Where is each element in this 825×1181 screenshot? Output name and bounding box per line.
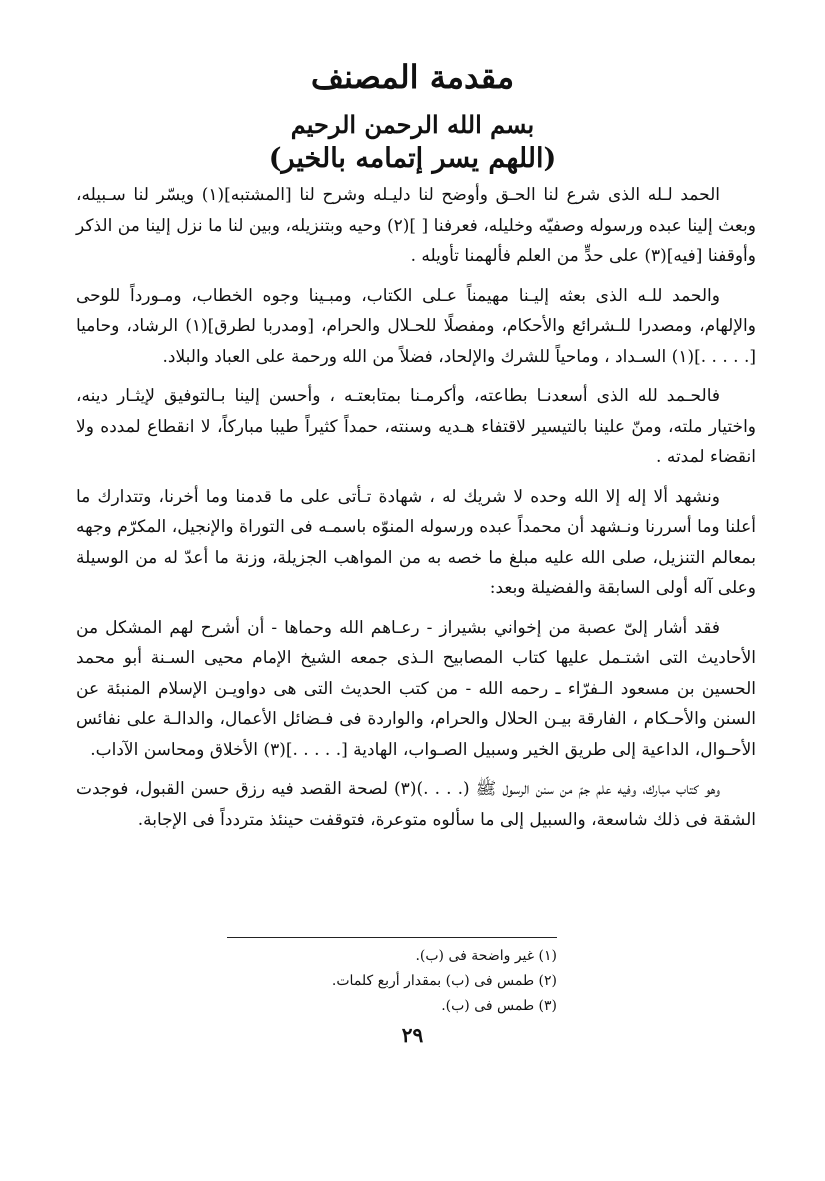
paragraph: فالحـمد لله الذى أسعدنـا بطاعته، وأكرمـنا بمتابعتـه ، وأحسن إلينا بـالتوفيق لإيثـار دينه، واختيار ملته، ومنّ علينا بالتيسير لاقتفاء هـديه وسنته، حمداً كثيراً طيبا مباركاً، لا انقطاع لمدده ولا انقضاء لمدته .: [76, 386, 756, 467]
footnote: (٣) طمس فى (ب).: [441, 998, 557, 1014]
paragraph: فقد أشار إلىّ عصبة من إخواني بشيراز - رعـاهم الله وحماها - أن أشرح لهم المشكل من الأحاديث التى اشتـمل عليها كتاب المصابيح الـذى جمعه الشيخ الإمام محيى السـنة أبو محمد الحسين بن مسعود الـفرّاء ـ رحمه الله - من كتب الحديث التى هى دواويـن الإسلام المنبئة عن السنن والأحـكام ، الفارقة بيـن الحلال والحرام، والواردة فى فـضائل الأعمال، والدالـة على نفائس الأحـوال، الداعية إلى طريق الخير وسبيل الصـواب، الهادية [. . . . .](٣) الأخلاق ومحاسن الآداب.: [76, 617, 756, 760]
page-title: مقدمة المصنف: [310, 58, 515, 96]
main-text: [76, 180, 756, 844]
paragraph: وهو كتاب مبارك، وفيه علم جمّ من سنن الرسول ﷺ (. . . .)(٣) لصحة القصد فيه رزق حسن القبول، فوجدت الشقة فى ذلك شاسعة، والسبيل إلى ما سألوه متوعرة، فتوقفت حينئذ متردداً فى الإجابة.: [76, 779, 756, 830]
prayer-heading: (اللهم يسر إتمامه بالخير): [268, 143, 557, 174]
footnote: (١) غير واضحة فى (ب).: [415, 948, 557, 964]
footnote: (٢) طمس فى (ب) بمقدار أربع كلمات.: [331, 973, 557, 989]
paragraph: ونشهد ألا إله إلا الله وحده لا شريك له ، شهادة تـأتى على ما قدمنا وما أخرنا، وتتدارك ما أعلنا وما أسررنا ونـشهد أن محمداً عبده ورسوله المنوّه باسمـه فى التوراة والإنجيل، المكرّم وجهه بمعالم التنزيل، صلى الله عليه مبلغ ما خصه به من المواهب الجزيلة، وزنة ما أعدّ له من الوسيلة وعلى آله أولى السابقة والفضيلة وبعد:: [76, 486, 756, 598]
paragraph: والحمد للـه الذى بعثه إليـنا مهيمناً عـلى الكتاب، ومبـينا وجوه الخطاب، ومـورداً للوحى والإلهام، ومصدرا للـشرائع والأحكام، ومفصلًا للحـلال والحرام، [ومدربا لطرق](١) الرشاد، وحاميا [. . . . .](١) السـداد ، وماحياً للشرك والإلحاد، فضلاً من الله ورحمة على العباد والبلاد.: [76, 285, 756, 367]
basmala-heading: بسم الله الرحمن الرحيم: [290, 110, 535, 139]
paragraph: الحمد لـله الذى شرع لنا الحـق وأوضح لنا دليـله وشرح لنا [المشتبه](١) ويسّر لنا سـبيله، وبعث إلينا عبده ورسوله وصفيّه وخليله، فعرفنا [ ](٢) وحيه وبتنزيله، وبين لنا ما نزل إلينا من الذكر وأوقفنا [فيه](٣) على حدٍّ من العلم فألهمنا تأويله .: [76, 185, 756, 266]
page-number: ٢٩: [401, 1023, 424, 1047]
footnotes: [227, 937, 557, 1019]
